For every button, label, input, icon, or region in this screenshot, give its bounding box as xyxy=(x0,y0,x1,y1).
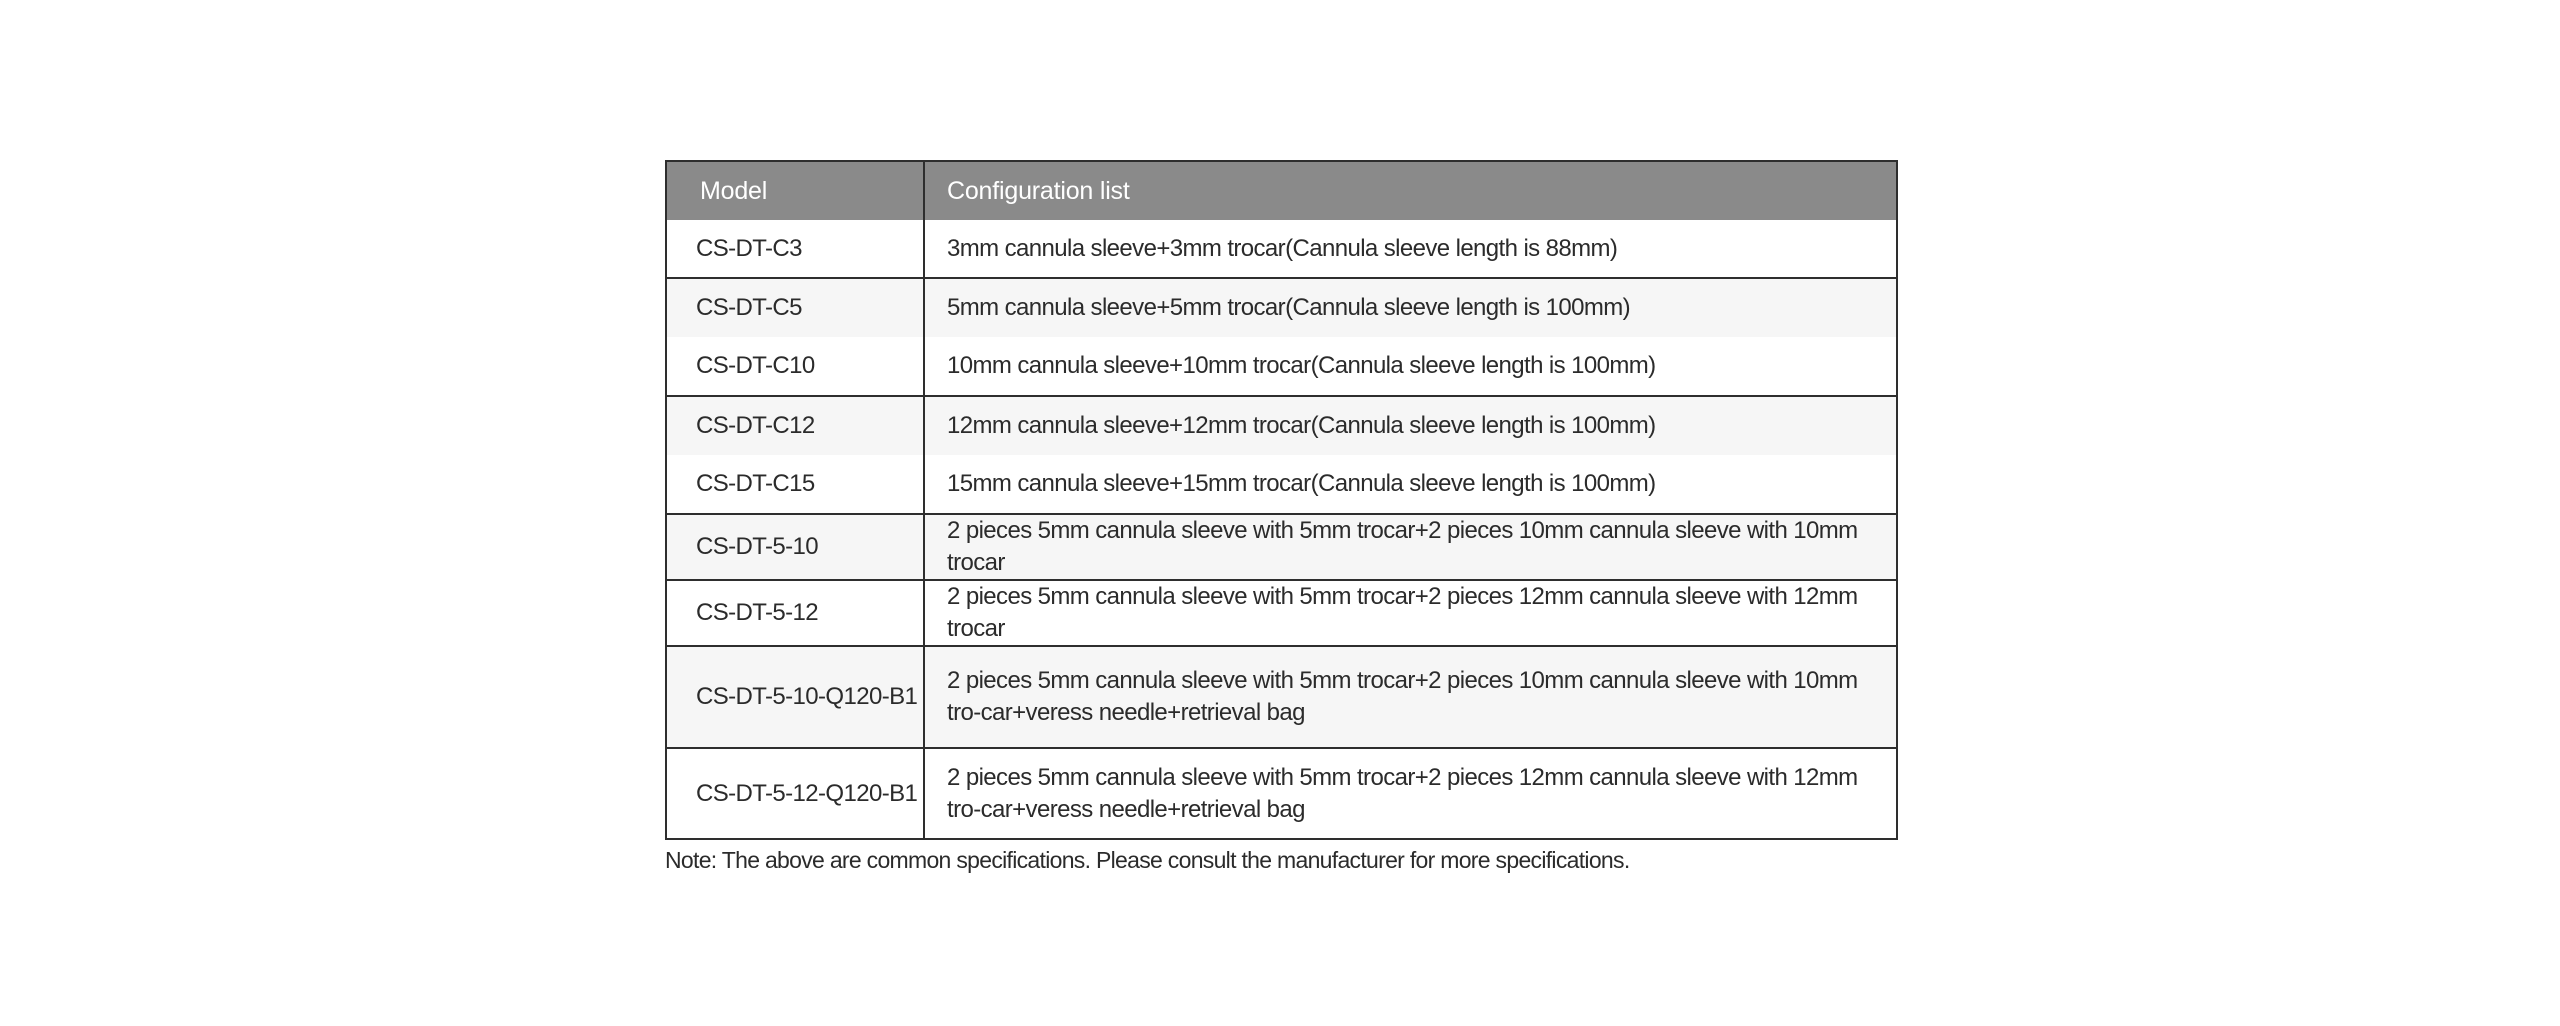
table-row xyxy=(666,220,1897,278)
model-cell: CS-DT-C5 xyxy=(666,278,924,337)
configuration-cell: 5mm cannula sleeve+5mm trocar(Cannula sleeve length is 100mm) xyxy=(924,278,1897,337)
table-header-row xyxy=(666,161,1897,220)
configuration-cell: 10mm cannula sleeve+10mm trocar(Cannula sleeve length is 100mm) xyxy=(947,352,1656,379)
table-row xyxy=(666,646,1897,748)
configuration-cell: 12mm cannula sleeve+12mm trocar(Cannula sleeve length is 100mm) xyxy=(924,396,1897,455)
table-row xyxy=(666,514,1897,580)
configuration-cell: 2 pieces 5mm cannula sleeve with 5mm trocar+2 pieces 12mm cannula sleeve with 12mm tro-car+veress needle+retrieval bag xyxy=(924,748,1897,839)
model-cell: CS-DT-5-12 xyxy=(666,580,924,646)
model-cell: CS-DT-C10 xyxy=(666,337,924,396)
table-row xyxy=(666,455,1897,514)
configuration-cell: 3mm cannula sleeve+3mm trocar(Cannula sleeve length is 88mm) xyxy=(947,234,1618,262)
table-row xyxy=(666,748,1897,839)
table-row xyxy=(666,278,1897,337)
model-cell: CS-DT-C3 xyxy=(666,220,924,278)
column-header-model: Model xyxy=(666,161,924,220)
column-header-configuration: Configuration list xyxy=(924,161,1897,220)
model-cell: CS-DT-C15 xyxy=(666,455,924,514)
model-cell: CS-DT-C12 xyxy=(666,396,924,455)
model-cell: CS-DT-5-12-Q120-B1 xyxy=(666,748,924,839)
table-row xyxy=(666,396,1897,455)
configuration-cell: 2 pieces 5mm cannula sleeve with 5mm trocar+2 pieces 10mm cannula sleeve with 10mm tro-car+veress needle+retrieval bag xyxy=(924,646,1897,748)
configuration-cell: 2 pieces 5mm cannula sleeve with 5mm trocar+2 pieces 12mm cannula sleeve with 12mm trocar xyxy=(924,580,1897,646)
configuration-cell: 15mm cannula sleeve+15mm trocar(Cannula sleeve length is 100mm) xyxy=(947,470,1656,497)
specification-table xyxy=(665,160,1898,840)
configuration-cell: 2 pieces 5mm cannula sleeve with 5mm trocar+2 pieces 10mm cannula sleeve with 10mm trocar xyxy=(924,514,1897,580)
model-cell: CS-DT-5-10 xyxy=(666,514,924,580)
model-cell: CS-DT-5-10-Q120-B1 xyxy=(666,646,924,748)
specification-note: Note: The above are common specifications. Please consult the manufacturer for more specifications. xyxy=(665,847,1630,873)
table-row xyxy=(666,580,1897,646)
table-row xyxy=(666,337,1897,396)
